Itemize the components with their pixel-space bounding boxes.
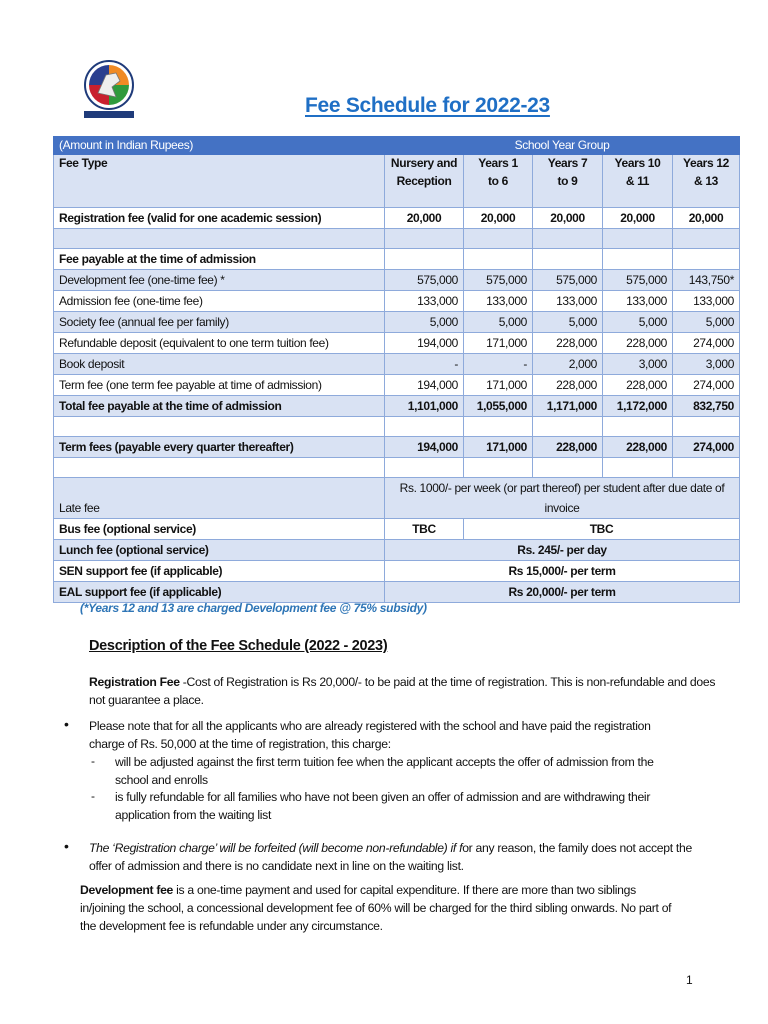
value-cell: 1,171,000 [533, 396, 603, 417]
value-cell: 5,000 [673, 312, 740, 333]
school-year-group-label: School Year Group [385, 137, 740, 155]
value-cell: 274,000 [673, 375, 740, 396]
fee-type-cell: Lunch fee (optional service) [54, 540, 385, 561]
value-cell: 194,000 [385, 375, 464, 396]
fee-type-cell: Society fee (annual fee per family) [54, 312, 385, 333]
value-cell: 3,000 [673, 354, 740, 375]
fee-type-cell: Total fee payable at the time of admission [54, 396, 385, 417]
registration-fee-paragraph [89, 673, 729, 709]
dash-icon: - [91, 789, 95, 803]
value-cell [603, 458, 673, 478]
fee-type-header: Fee Type [54, 155, 385, 208]
value-cell: 133,000 [464, 291, 533, 312]
development-fee-paragraph [80, 881, 680, 935]
fee-type-cell: Registration fee (valid for one academic session) [54, 208, 385, 229]
table-header-row [54, 137, 740, 155]
value-cell [673, 458, 740, 478]
fee-type-cell: Development fee (one-time fee) * [54, 270, 385, 291]
value-cell: 575,000 [603, 270, 673, 291]
value-cell [533, 417, 603, 437]
fee-type-cell: Refundable deposit (equivalent to one term tuition fee) [54, 333, 385, 354]
value-cell [673, 417, 740, 437]
value-cell: 3,000 [603, 354, 673, 375]
value-cell [603, 417, 673, 437]
fee-type-cell: Admission fee (one-time fee) [54, 291, 385, 312]
registration-fee-text: -Cost of Registration is Rs 20,000/- to be paid at the time of registration. This is non-refundable and does not guarantee a place. [89, 675, 716, 707]
value-cell: 1,172,000 [603, 396, 673, 417]
value-cell: 832,750 [673, 396, 740, 417]
footnote: (*Years 12 and 13 are charged Development fee @ 75% subsidy) [80, 601, 427, 615]
value-cell [464, 417, 533, 437]
value-cell: 2,000 [533, 354, 603, 375]
dash-icon: - [91, 754, 95, 768]
value-cell: 228,000 [603, 375, 673, 396]
column-header: Years 12 & 13 [673, 155, 740, 208]
value-cell [464, 458, 533, 478]
table-row [54, 208, 740, 229]
table-row [54, 249, 740, 270]
value-cell: 1,055,000 [464, 396, 533, 417]
value-cell: 228,000 [533, 375, 603, 396]
fee-type-cell: Bus fee (optional service) [54, 519, 385, 540]
value-cell: 194,000 [385, 333, 464, 354]
table-row [54, 291, 740, 312]
value-cell: TBC [385, 519, 464, 540]
value-cell [673, 229, 740, 249]
fee-type-cell: Late fee [54, 478, 385, 519]
value-cell [464, 229, 533, 249]
value-cell: - [385, 354, 464, 375]
table-row [54, 375, 740, 396]
value-cell [385, 249, 464, 270]
value-cell: 5,000 [385, 312, 464, 333]
value-cell [385, 417, 464, 437]
value-cell: - [464, 354, 533, 375]
column-header: Years 1 to 6 [464, 155, 533, 208]
column-header-row [54, 155, 740, 208]
value-cell: 228,000 [533, 437, 603, 458]
forfeited-italic-text: The ‘Registration charge’ will be forfeited (will become non-refundable) if f [89, 841, 463, 855]
column-header: Years 7 to 9 [533, 155, 603, 208]
fee-type-cell: Term fees (payable every quarter thereafter) [54, 437, 385, 458]
school-logo [76, 57, 142, 121]
value-cell: 133,000 [603, 291, 673, 312]
value-cell: 20,000 [673, 208, 740, 229]
bullet-forfeited [89, 839, 709, 875]
fee-table [53, 136, 740, 603]
fee-type-cell: Fee payable at the time of admission [54, 249, 385, 270]
value-cell [603, 229, 673, 249]
description-heading: Description of the Fee Schedule (2022 - 2023) [89, 638, 388, 654]
merged-value-cell: Rs 20,000/- per term [385, 582, 740, 603]
amount-label: (Amount in Indian Rupees) [54, 137, 385, 155]
registration-fee-label: Registration Fee [89, 675, 180, 689]
column-header: Nursery and Reception [385, 155, 464, 208]
table-row [54, 396, 740, 417]
table-row [54, 519, 740, 540]
fee-type-cell: SEN support fee (if applicable) [54, 561, 385, 582]
fee-type-cell [54, 458, 385, 478]
value-cell: 5,000 [464, 312, 533, 333]
table-row [54, 417, 740, 437]
value-cell: 575,000 [464, 270, 533, 291]
table-row [54, 582, 740, 603]
value-cell: 20,000 [603, 208, 673, 229]
value-cell: 171,000 [464, 333, 533, 354]
merged-value-cell: Rs. 245/- per day [385, 540, 740, 561]
value-cell [603, 249, 673, 270]
merged-value-cell: Rs. 1000/- per week (or part thereof) per student after due date of invoice [385, 478, 740, 519]
value-cell: 20,000 [464, 208, 533, 229]
merged-value-cell: TBC [464, 519, 740, 540]
table-row [54, 229, 740, 249]
value-cell [533, 249, 603, 270]
value-cell: 133,000 [673, 291, 740, 312]
table-row [54, 312, 740, 333]
sub-bullet-adjusted: will be adjusted against the first term tuition fee when the applicant accepts the offer of admission from the school and enrolls [115, 755, 654, 787]
bullet-icon: • [64, 838, 69, 854]
fee-type-cell [54, 417, 385, 437]
value-cell: 5,000 [533, 312, 603, 333]
sub-bullet-refundable: is fully refundable for all families who have not been given an offer of admission and are withdrawing their application from the waiting list [115, 790, 651, 822]
value-cell: 133,000 [385, 291, 464, 312]
value-cell: 228,000 [533, 333, 603, 354]
value-cell [533, 458, 603, 478]
fee-type-cell: Book deposit [54, 354, 385, 375]
table-row [54, 437, 740, 458]
merged-value-cell: Rs 15,000/- per term [385, 561, 740, 582]
value-cell: 5,000 [603, 312, 673, 333]
value-cell: 274,000 [673, 333, 740, 354]
value-cell: 575,000 [533, 270, 603, 291]
value-cell: 20,000 [385, 208, 464, 229]
table-row [54, 458, 740, 478]
fee-type-cell: EAL support fee (if applicable) [54, 582, 385, 603]
value-cell: 1,101,000 [385, 396, 464, 417]
value-cell [385, 229, 464, 249]
development-fee-text: is a one-time payment and used for capital expenditure. If there are more than two siblings in/joining the school, a concessional development fee of 60% will be charged for the third sibling onwards. No part of the development fee is refundable under any circumstance. [80, 883, 672, 933]
value-cell: 194,000 [385, 437, 464, 458]
forfeited-text: or any reason, the family does not accept the offer of admission and there is no candidate next in line on the waiting list. [89, 841, 692, 873]
value-cell: 133,000 [533, 291, 603, 312]
value-cell [385, 458, 464, 478]
table-row [54, 478, 740, 519]
table-row [54, 333, 740, 354]
value-cell: 575,000 [385, 270, 464, 291]
table-row [54, 540, 740, 561]
value-cell: 228,000 [603, 333, 673, 354]
value-cell [464, 249, 533, 270]
bullet-icon: • [64, 716, 69, 732]
page-title: Fee Schedule for 2022-23 [305, 94, 550, 117]
value-cell: 274,000 [673, 437, 740, 458]
value-cell: 20,000 [533, 208, 603, 229]
value-cell: 143,750* [673, 270, 740, 291]
page-number: 1 [686, 973, 693, 987]
table-row [54, 561, 740, 582]
table-row [54, 354, 740, 375]
fee-type-cell [54, 229, 385, 249]
column-header: Years 10 & 11 [603, 155, 673, 208]
development-fee-label: Development fee [80, 883, 174, 897]
value-cell: 171,000 [464, 437, 533, 458]
bullet-registered-applicants: Please note that for all the applicants who are already registered with the school and have paid the registration charge of Rs. 50,000 at the time of registration, this charge: [89, 719, 651, 751]
value-cell: 228,000 [603, 437, 673, 458]
value-cell [533, 229, 603, 249]
fee-type-cell: Term fee (one term fee payable at time of admission) [54, 375, 385, 396]
value-cell: 171,000 [464, 375, 533, 396]
table-row [54, 270, 740, 291]
value-cell [673, 249, 740, 270]
